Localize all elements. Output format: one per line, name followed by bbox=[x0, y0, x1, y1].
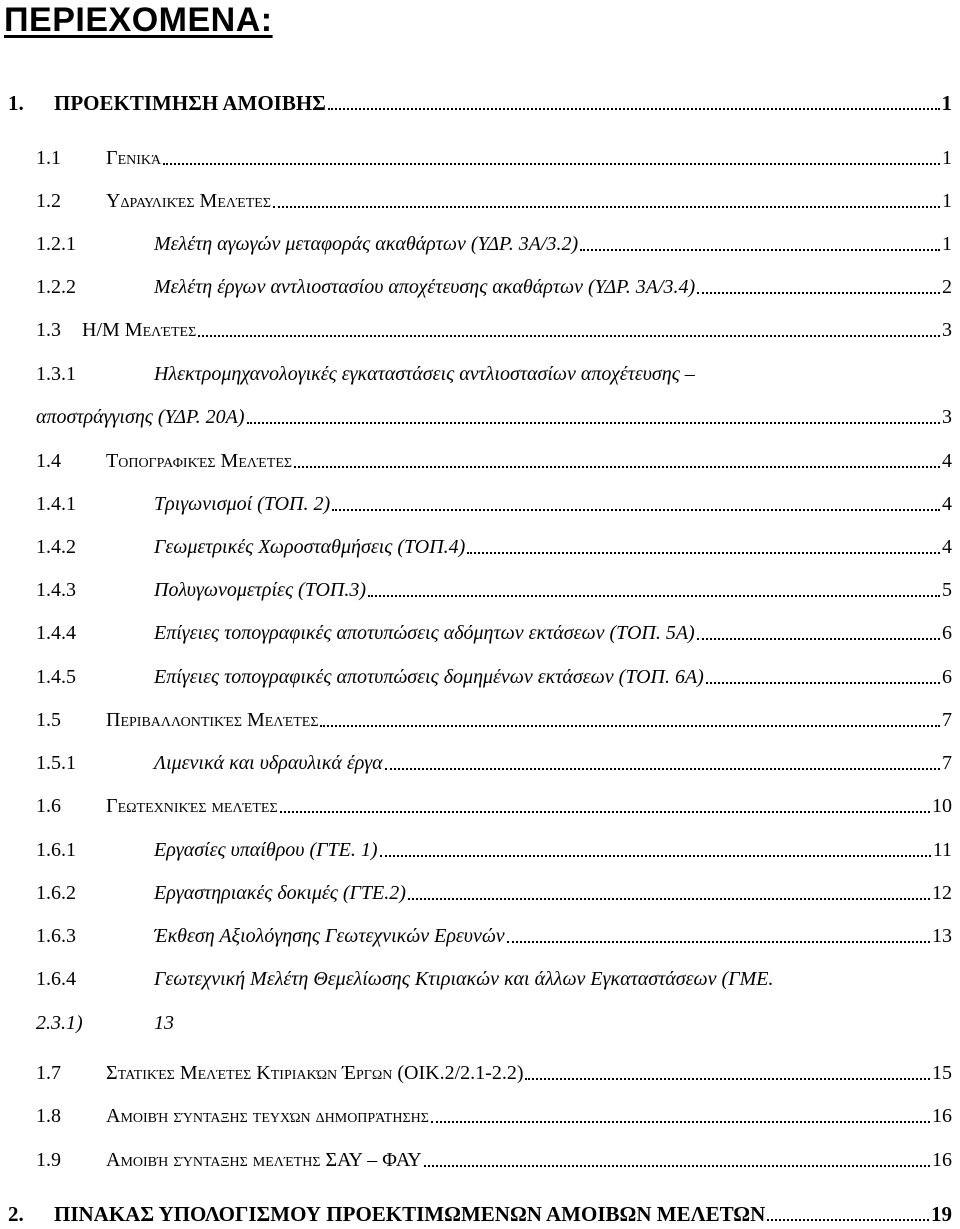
toc-title: Στατικές Μελέτες Κτιριακών Έργων (ΟΙΚ.2/2.1-2.2) bbox=[106, 1062, 524, 1084]
toc-page: 1 bbox=[942, 147, 952, 169]
toc-number: 2. bbox=[8, 1202, 24, 1226]
toc-entry-1-2-2[interactable] bbox=[36, 272, 952, 302]
toc-title: Αμοιβή σύνταξης τευχών δημοπράτησης bbox=[106, 1105, 429, 1127]
toc-number: 1.2.1 bbox=[36, 233, 76, 255]
toc-leader bbox=[247, 402, 940, 432]
toc-entry-2[interactable] bbox=[8, 1199, 952, 1229]
toc-title: Γεωτεχνική Μελέτη Θεμελίωσης Κτιριακών και άλλων Εγκαταστάσεων (ΓΜΕ. bbox=[154, 968, 774, 990]
toc-title: Εργασίες υπαίθρου (ΓΤΕ. 1) bbox=[154, 839, 378, 861]
toc-page: 4 bbox=[942, 450, 952, 472]
toc-leader bbox=[525, 1058, 930, 1088]
toc-title: Μελέτη έργων αντλιοστασίου αποχέτευσης ακαθάρτων (ΥΔΡ. 3Α/3.4) bbox=[154, 276, 696, 298]
toc-number: 1. bbox=[8, 91, 24, 115]
toc-title: Λιμενικά και υδραυλικά έργα bbox=[154, 752, 383, 774]
toc-page: 10 bbox=[932, 795, 952, 817]
toc-title: ΠΡΟΕΚΤΙΜΗΣΗ ΑΜΟΙΒΗΣ bbox=[54, 91, 326, 115]
toc-page: 19 bbox=[931, 1202, 952, 1226]
toc-title: Τριγωνισμοί (ΤΟΠ. 2) bbox=[154, 493, 331, 515]
toc-title: Πολυγωνομετρίες (ΤΟΠ.3) bbox=[154, 579, 367, 601]
toc-number: 1.6 bbox=[36, 795, 61, 817]
toc-leader bbox=[697, 272, 940, 302]
toc-title: Έκθεση Αξιολόγησης Γεωτεχνικών Ερευνών bbox=[154, 925, 505, 947]
toc-number: 1.1 bbox=[36, 147, 61, 169]
toc-page: 11 bbox=[932, 839, 952, 861]
toc-title: Γενικά bbox=[106, 147, 162, 169]
toc-number: 1.6.2 bbox=[36, 882, 76, 904]
toc-entry-1-5-1[interactable] bbox=[36, 748, 952, 778]
toc-page: 3 bbox=[942, 319, 952, 341]
toc-leader bbox=[280, 791, 930, 821]
toc-entry-1-4-5[interactable] bbox=[36, 662, 952, 692]
toc-leader bbox=[706, 662, 940, 692]
toc-entry-1-3-1[interactable] bbox=[36, 359, 695, 389]
toc-number: 1.3 bbox=[36, 319, 61, 341]
toc-number: 1.6.1 bbox=[36, 839, 76, 861]
toc-leader bbox=[294, 446, 940, 476]
toc-title: Εργαστηριακές δοκιμές (ΓΤΕ.2) bbox=[154, 882, 406, 904]
toc-page: 5 bbox=[942, 579, 952, 601]
toc-number: 1.2 bbox=[36, 190, 61, 212]
toc-number: 1.5.1 bbox=[36, 752, 76, 774]
toc-leader bbox=[467, 532, 940, 562]
toc-page: 1 bbox=[941, 91, 952, 115]
toc-leader bbox=[198, 315, 940, 345]
toc-title: Αμοιβή σύνταξης μελέτης ΣΑΥ – ΦΑΥ bbox=[106, 1149, 422, 1171]
toc-number: 1.6.4 bbox=[36, 968, 76, 990]
toc-page: 13 bbox=[154, 1012, 174, 1034]
toc-leader bbox=[580, 229, 940, 259]
toc-entry-1-5[interactable] bbox=[36, 705, 952, 735]
toc-leader bbox=[368, 575, 940, 605]
toc-title: Γεωτεχνικές μελέτες bbox=[106, 795, 278, 817]
toc-title: Επίγειες τοπογραφικές αποτυπώσεις δομημένων εκτάσεων (ΤΟΠ. 6Α) bbox=[154, 666, 704, 688]
toc-entry-1-6-2[interactable] bbox=[36, 878, 952, 908]
toc-entry-1-6-3[interactable] bbox=[36, 921, 952, 951]
toc-leader bbox=[408, 878, 930, 908]
toc-page: 1 bbox=[942, 190, 952, 212]
toc-entry-1-2-1[interactable] bbox=[36, 229, 952, 259]
toc-number: 1.6.3 bbox=[36, 925, 76, 947]
toc-page: 16 bbox=[932, 1149, 952, 1171]
toc-page: 6 bbox=[942, 666, 952, 688]
toc-entry-1-4-3[interactable] bbox=[36, 575, 952, 605]
toc-number: 1.4.3 bbox=[36, 579, 76, 601]
toc-number: 1.7 bbox=[36, 1062, 61, 1084]
toc-title: Τοπογραφικές Μελέτες bbox=[106, 450, 293, 472]
toc-page: 3 bbox=[942, 406, 952, 428]
toc-number: 1.4.2 bbox=[36, 536, 76, 558]
toc-entry-1-6-4-continued[interactable] bbox=[36, 1008, 174, 1038]
toc-entry-1-3[interactable] bbox=[36, 315, 952, 345]
toc-entry-1-6-1[interactable] bbox=[36, 835, 952, 865]
toc-page: 16 bbox=[932, 1105, 952, 1127]
toc-leader bbox=[320, 705, 940, 735]
toc-title: Υδραυλικές Μελέτες bbox=[106, 190, 271, 212]
toc-title: αποστράγγισης (ΥΔΡ. 20Α) bbox=[36, 406, 245, 428]
toc-entry-1-3-1-continued[interactable] bbox=[36, 402, 952, 432]
toc-page: 7 bbox=[942, 752, 952, 774]
toc-title: Ηλεκτρομηχανολογικές εγκαταστάσεις αντλιοστασίων αποχέτευσης – bbox=[154, 363, 695, 385]
toc-page: 6 bbox=[942, 622, 952, 644]
toc-entry-1-6[interactable] bbox=[36, 791, 952, 821]
toc-leader bbox=[431, 1101, 930, 1131]
toc-page: 1 bbox=[942, 233, 952, 255]
toc-leader bbox=[385, 748, 940, 778]
toc-page: 15 bbox=[932, 1062, 952, 1084]
toc-entry-1-2[interactable] bbox=[36, 186, 952, 216]
toc-leader bbox=[424, 1145, 930, 1175]
toc-number: 1.3.1 bbox=[36, 363, 76, 385]
toc-number: 1.8 bbox=[36, 1105, 61, 1127]
toc-number: 1.9 bbox=[36, 1149, 61, 1171]
toc-leader bbox=[328, 88, 940, 118]
toc-number: 2.3.1) bbox=[36, 1012, 83, 1034]
toc-number: 1.2.2 bbox=[36, 276, 76, 298]
toc-title: Η/Μ Μελέτες bbox=[82, 319, 197, 341]
toc-number: 1.4 bbox=[36, 450, 61, 472]
toc-page: 7 bbox=[942, 709, 952, 731]
toc-title: Περιβαλλοντικές Μελέτες bbox=[106, 709, 319, 731]
toc-entry-1-7[interactable] bbox=[36, 1058, 952, 1088]
page-title: ΠΕΡΙΕΧΟΜΕΝΑ: bbox=[4, 1, 273, 39]
toc-title: Επίγειες τοπογραφικές αποτυπώσεις αδόμητων εκτάσεων (ΤΟΠ. 5Α) bbox=[154, 622, 695, 644]
toc-entry-1[interactable] bbox=[8, 88, 952, 118]
toc-entry-1-6-4[interactable] bbox=[36, 964, 773, 994]
toc-entry-1-1[interactable] bbox=[36, 143, 952, 173]
toc-title: ΠΙΝΑΚΑΣ ΥΠΟΛΟΓΙΣΜΟΥ ΠΡΟΕΚΤΙΜΩΜΕΝΩΝ ΑΜΟΙΒΩΝ ΜΕΛΕΤΩΝ bbox=[54, 1202, 766, 1226]
toc-leader bbox=[767, 1199, 929, 1229]
toc-entry-1-4-4[interactable] bbox=[36, 618, 952, 648]
toc-page: 4 bbox=[942, 493, 952, 515]
toc-number: 1.4.1 bbox=[36, 493, 76, 515]
toc-page: 13 bbox=[932, 925, 952, 947]
toc-entry-1-4-1[interactable] bbox=[36, 489, 952, 519]
toc-entry-1-9[interactable] bbox=[36, 1145, 952, 1175]
toc-page: 2 bbox=[942, 276, 952, 298]
toc-number: 1.5 bbox=[36, 709, 61, 731]
toc-number: 1.4.4 bbox=[36, 622, 76, 644]
toc-entry-1-4-2[interactable] bbox=[36, 532, 952, 562]
toc-title: Γεωμετρικές Χωροσταθμήσεις (ΤΟΠ.4) bbox=[154, 536, 466, 558]
toc-title: Μελέτη αγωγών μεταφοράς ακαθάρτων (ΥΔΡ. 3Α/3.2) bbox=[154, 233, 579, 255]
toc-entry-1-8[interactable] bbox=[36, 1101, 952, 1131]
toc-leader bbox=[697, 618, 940, 648]
toc-number: 1.4.5 bbox=[36, 666, 76, 688]
toc-leader bbox=[332, 489, 940, 519]
toc-page: 12 bbox=[932, 882, 952, 904]
toc-entry-1-4[interactable] bbox=[36, 446, 952, 476]
toc-leader bbox=[380, 835, 931, 865]
toc-page: 4 bbox=[942, 536, 952, 558]
toc-leader bbox=[507, 921, 930, 951]
toc-leader bbox=[163, 143, 940, 173]
toc-leader bbox=[273, 186, 940, 216]
